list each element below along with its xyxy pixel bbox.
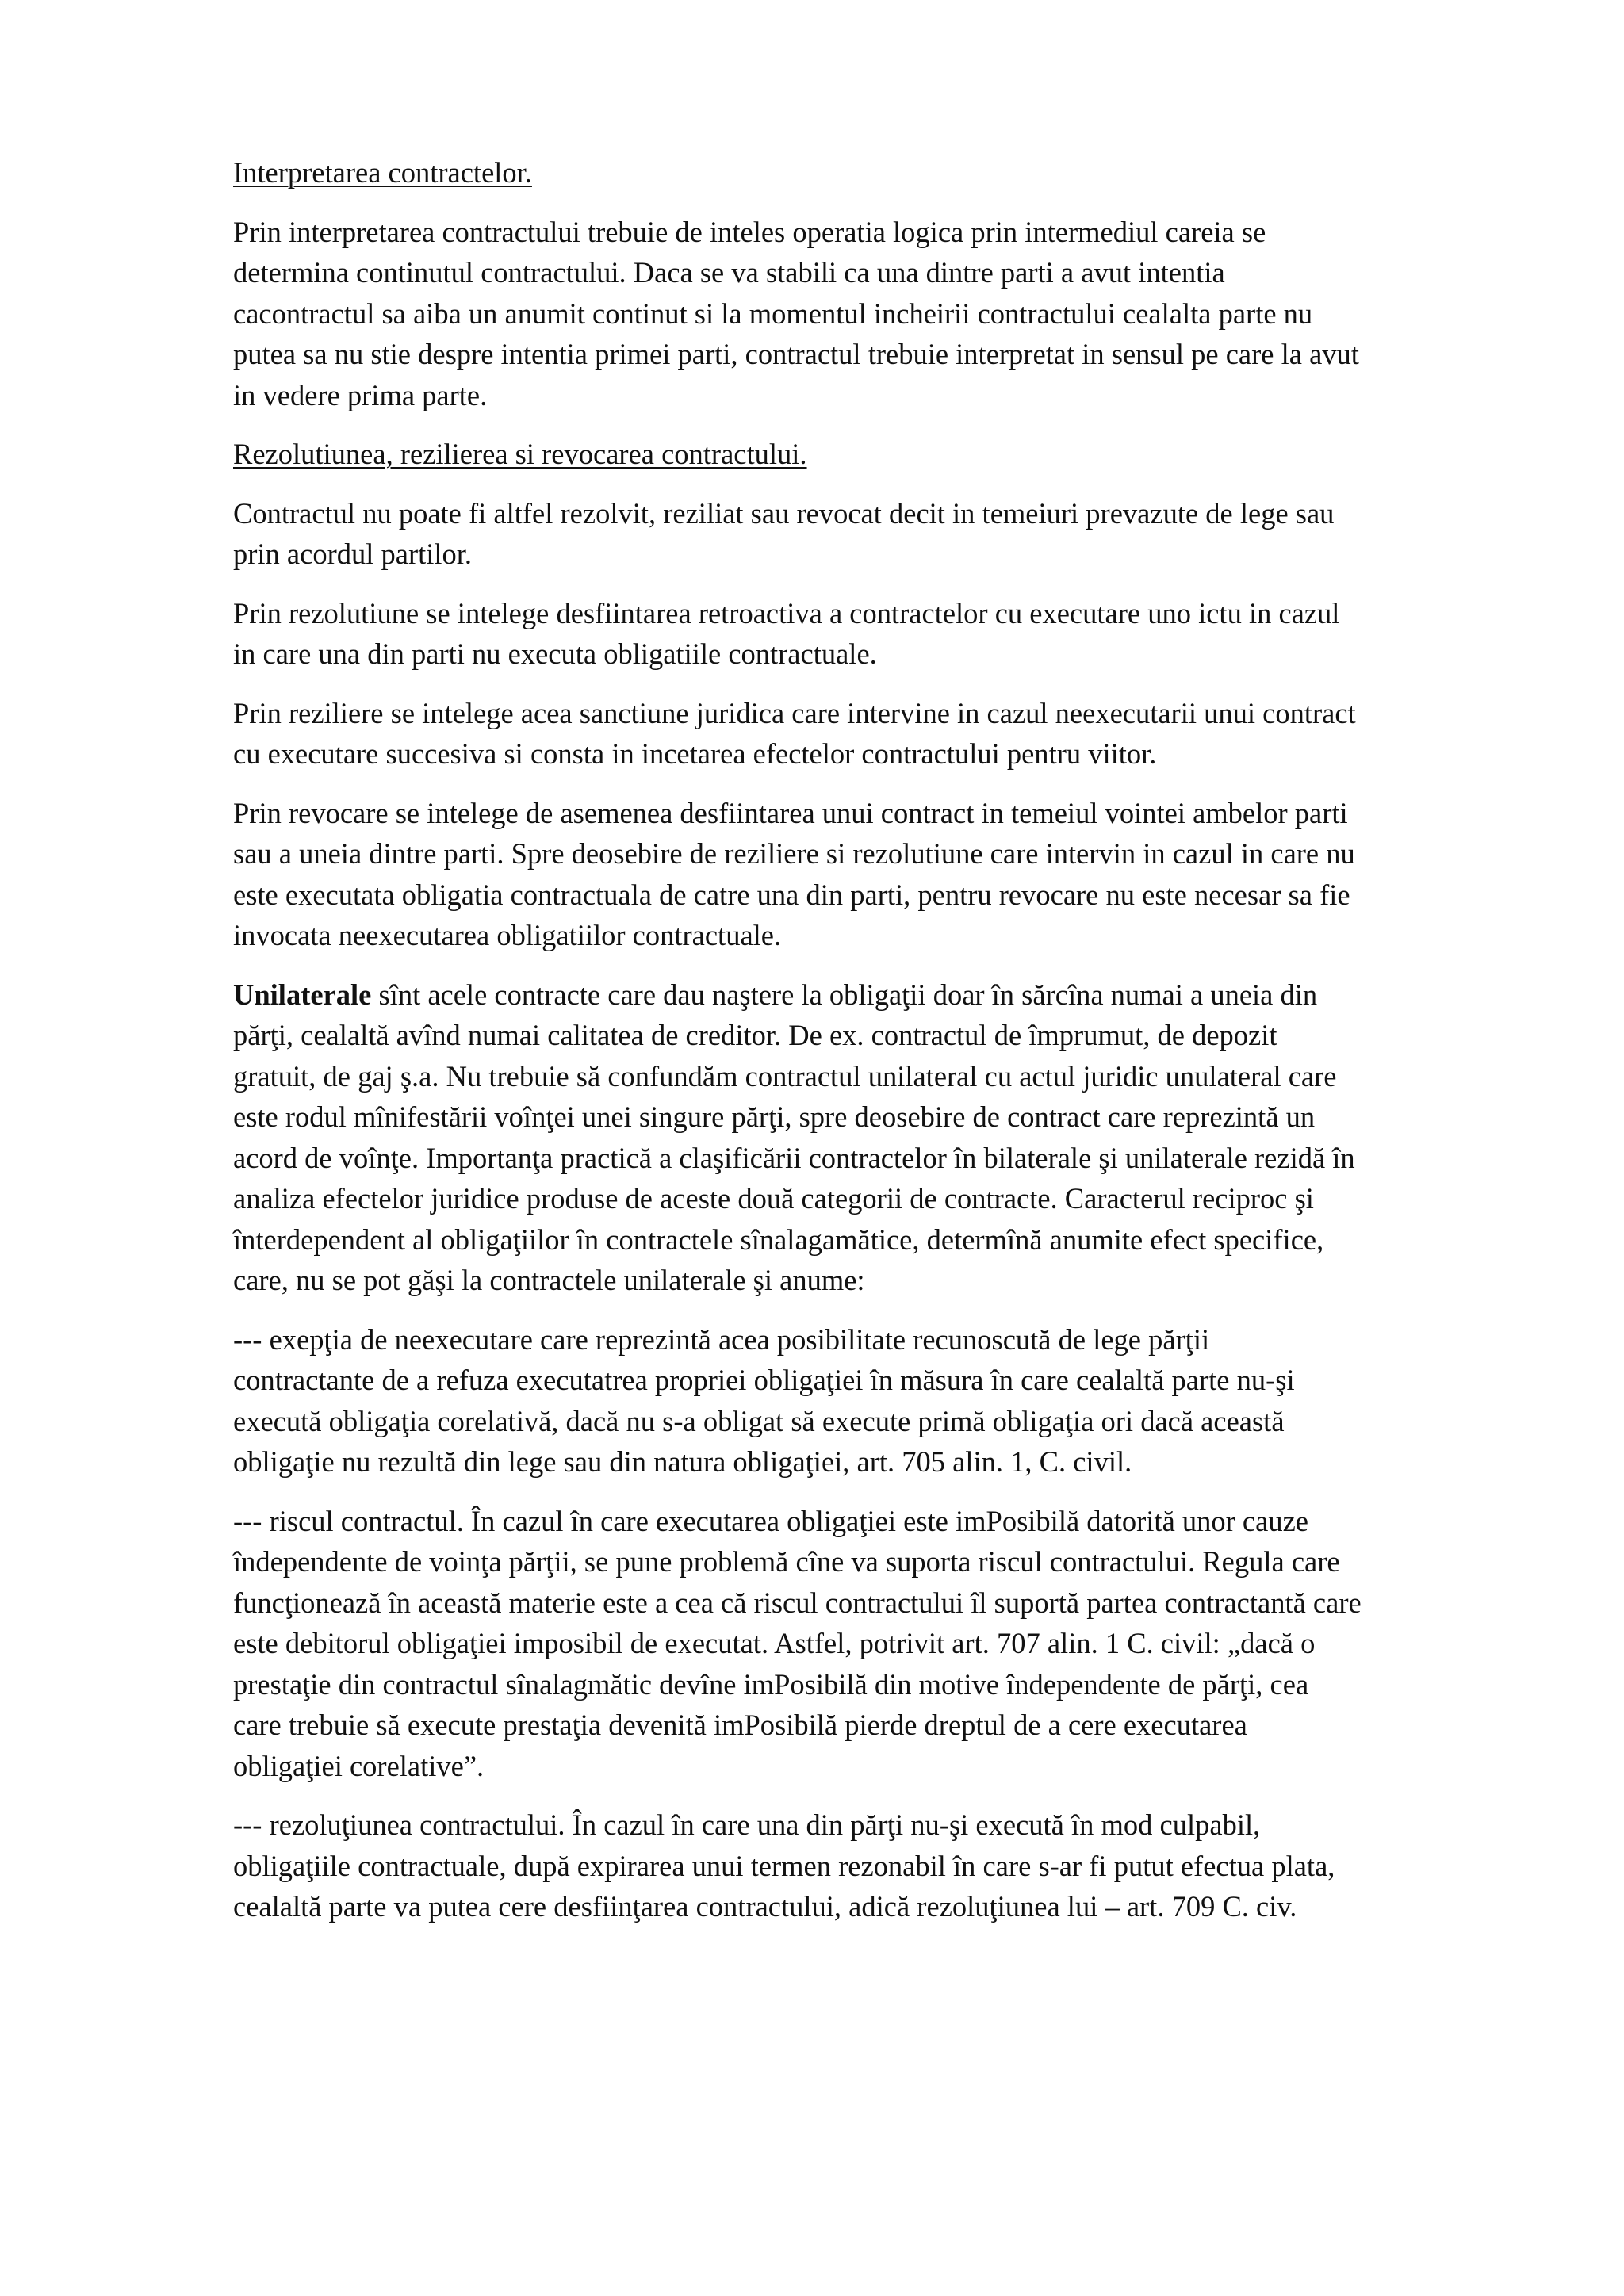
text-line: care trebuie să execute prestaţia devenită imPosibilă pierde dreptul de a cere executarea [233,1709,1247,1741]
text-line: care, nu se pot găşi la contractele unilaterale şi anume: [233,1264,865,1296]
text-line: determina continutul contractului. Daca se va stabili ca una dintre parti a avut intentia [233,256,1225,289]
text-line: obligaţiei corelative”. [233,1749,485,1782]
bold-term-unilaterale: Unilaterale [233,978,372,1011]
text-line: îndependente de voinţa părţii, se pune problemă cîne va suporta riscul contractului. Regula care [233,1545,1340,1578]
paragraph-rezolutiunea-contractului [233,1804,1518,1927]
text-line: Prin revocare se intelege de asemenea desfiintarea unui contract in temeiul vointei ambelor parti [233,796,1348,829]
text-line: invocata neexecutarea obligatiilor contractuale. [233,919,782,951]
text-line: putea sa nu stie despre intentia primei parti, contractul trebuie interpretat in sensul pe care la avut [233,338,1359,370]
text-line: este debitorul obligaţiei imposibil de executat. Astfel, potrivit art. 707 alin. 1 C. civil: „dacă o [233,1627,1316,1659]
text-line [233,974,1518,1016]
heading-rezolutiunea: Rezolutiunea, rezilierea si revocarea contractului. [233,438,807,470]
text-line: înterdependent al obligaţiilor în contractele sînalagamătice, determînă anumite efect specifice, [233,1223,1324,1256]
text-line: părţi, cealaltă avînd numai calitatea de creditor. De ex. contractul de împrumut, de depozit [233,1019,1277,1051]
text-line: --- riscul contractul. În cazul în care executarea obligaţiei este imPosibilă datorită unor cauze [233,1504,1308,1537]
text-line: obligaţiile contractuale, după expirarea unui termen rezonabil în care s-ar fi putut efectua plata, [233,1849,1335,1882]
text-line: cealaltă parte va putea cere desfiinţarea contractului, adică rezoluţiunea lui – art. 709 C. civ. [233,1890,1297,1923]
paragraph-reziliere [233,693,1518,775]
paragraph-contractul [233,493,1518,575]
text-line: sau a uneia dintre parti. Spre deosebire de reziliere si rezolutiune care intervin in cazul in care nu [233,837,1355,870]
text-line: execută obligaţia corelativă, dacă nu s-a obligat să execute primă obligaţia ori dacă această [233,1404,1285,1437]
heading-interpretarea: Interpretarea contractelor. [233,156,532,189]
paragraph-revocare [233,793,1518,956]
paragraph-riscul [233,1501,1518,1787]
text-line: este rodul mînifestării voînţei unei singure părţi, spre deosebire de contract care reprezintă un [233,1100,1316,1133]
paragraph-rezolutiune [233,593,1518,675]
text-line: este executata obligatia contractuala de catre una din parti, pentru revocare nu este necesar sa fie [233,878,1350,911]
paragraph-unilaterale [233,974,1518,1301]
text-line: acord de voînţe. Importanţa practică a claşificării contractelor în bilaterale şi unilaterale rezidă în [233,1141,1355,1174]
text-fragment: sînt acele contracte care dau naştere la obligaţii doar în sărcîna numai a uneia din [371,978,1318,1011]
text-line: prestaţie din contractul sînalagmătic devîne imPosibilă din motive îndependente de părţi, cea [233,1667,1309,1701]
text-line: in care una din parti nu executa obligatiile contractuale. [233,637,877,670]
text-line: cu executare succesiva si consta in incetarea efectelor contractului pentru viitor. [233,737,1157,770]
text-line: Prin interpretarea contractului trebuie de inteles operatia logica prin intermediul careia se [233,215,1266,248]
text-line: --- rezoluţiunea contractului. În cazul în care una din părţi nu-şi execută în mod culpabil, [233,1808,1261,1841]
document-page [233,152,1518,1946]
paragraph-exceptia [233,1319,1518,1483]
text-line: obligaţie nu rezultă din lege sau din natura obligaţiei, art. 705 alin. 1, C. civil. [233,1445,1132,1478]
text-line: Prin rezolutiune se intelege desfiintarea retroactiva a contractelor cu executare uno ictu in cazul [233,596,1340,629]
text-line: funcţionează în această materie este a cea că riscul contractului îl suportă partea contractantă care [233,1586,1362,1619]
text-line: prin acordul partilor. [233,538,473,570]
text-line: gratuit, de gaj ş.a. Nu trebuie să confundăm contractul unilateral cu actul juridic unulateral care [233,1059,1337,1093]
text-line: --- exepţia de neexecutare care reprezintă acea posibilitate recunoscută de lege părţii [233,1322,1210,1356]
text-line: in vedere prima parte. [233,378,488,411]
text-line: cacontractul sa aiba un anumit continut si la momentul incheirii contractului cealalta parte nu [233,297,1313,330]
text-line: analiza efectelor juridice produse de aceste două categorii de contracte. Caracterul reciproc şi [233,1182,1314,1215]
text-line: Prin reziliere se intelege acea sanctiune juridica care intervine in cazul neexecutarii unui contract [233,696,1356,729]
text-line: contractante de a refuza executatrea propriei obligaţiei în măsura în care cealaltă parte nu-şi [233,1364,1295,1396]
paragraph-interpretare [233,212,1518,416]
text-line: Contractul nu poate fi altfel rezolvit, reziliat sau revocat decit in temeiuri prevazute de lege sau [233,496,1335,530]
